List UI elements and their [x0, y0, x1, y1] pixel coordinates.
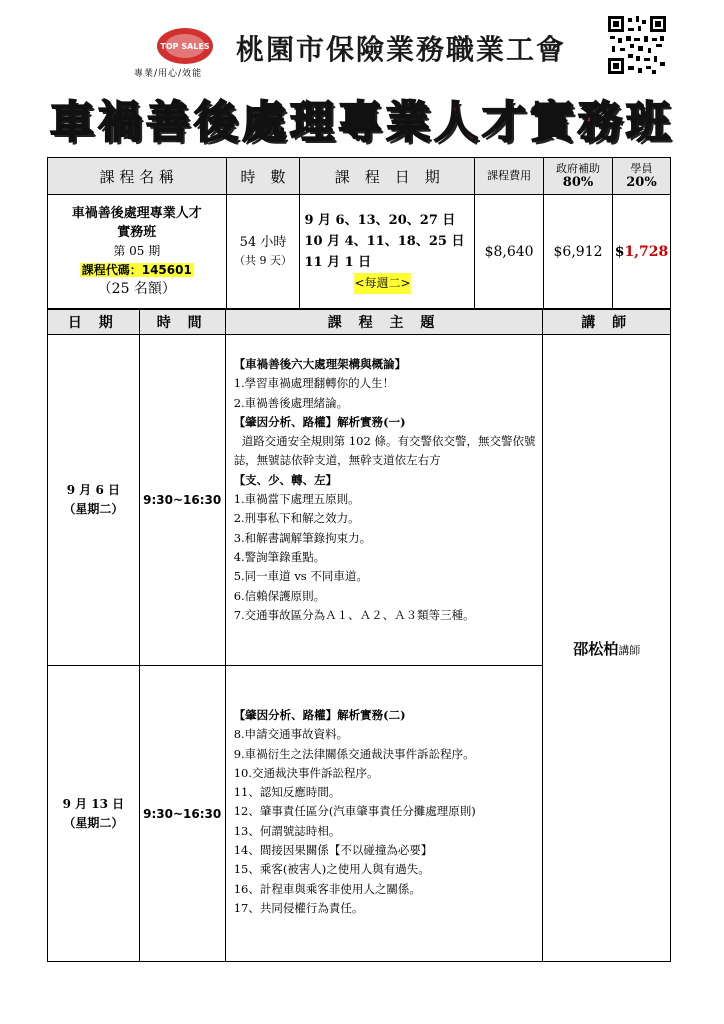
course-info-table [47, 157, 671, 309]
topic-line: 【支、少、轉、左】 [233, 472, 338, 487]
session-time: 9:30~16:30 [139, 666, 225, 962]
course-name-cell [48, 195, 227, 309]
date-line-1: 9 月 6、13、20、27 日 [304, 212, 456, 228]
session-date: 9 月 13 日 [62, 796, 125, 811]
gov-subsidy-label: 政府補助 [556, 162, 601, 175]
gov-subsidy-pct: 80% [562, 175, 594, 190]
header-fee [475, 158, 544, 195]
topic-line: 6.信賴保護原則。 [233, 588, 326, 603]
session-topics [225, 666, 543, 962]
hours-value: 54 小時 [239, 234, 287, 250]
course-name-line1: 車禍善後處理專業人才 [71, 206, 202, 221]
topic-line: 【車禍善後六大處理架構與概論】 [233, 357, 407, 371]
topic-line: 2.刑事私下和解之效力。 [233, 511, 360, 526]
gov-amount-cell: $6,912 [544, 195, 613, 309]
topic-line: 1.車禍當下處理五原則。 [233, 492, 360, 507]
topic-line: 12、肇事責任區分(汽車肇事責任分攤處理原則) [233, 804, 476, 819]
session-time: 9:30~16:30 [139, 335, 225, 666]
topic-line: 9.車禍衍生之法律關係交通裁決事件訴訟程序。 [233, 746, 475, 761]
course-header-row [48, 158, 671, 195]
header-topic: 課 程 主 題 [225, 310, 543, 335]
topic-line: 17、共同侵權行為責任。 [233, 900, 364, 915]
hours-cell [226, 195, 300, 309]
session-weekday: （星期二） [63, 502, 124, 516]
schedule-table [47, 309, 671, 962]
course-quota: （25 名額） [97, 281, 176, 297]
session-date: 9 月 6 日 [66, 483, 120, 497]
dates-cell [300, 195, 475, 309]
schedule-header-row [48, 310, 671, 335]
topic-line: 11、認知反應時間。 [233, 785, 341, 800]
header-fee-label: 課程費用 [487, 169, 532, 182]
session-date-cell [48, 335, 140, 666]
org-name: 桃園市保險業務職業工會 [236, 33, 567, 66]
topic-line: 13、何謂號誌時相。 [233, 823, 341, 838]
header-time: 時 間 [139, 310, 225, 335]
teacher-name: 邵松柏 [573, 639, 619, 658]
page-title: 車禍善後處理專業人才實務班 [50, 97, 674, 148]
header-teacher: 講 師 [543, 310, 671, 335]
topic-line: 2.車禍善後處理緒論。 [233, 395, 349, 410]
topic-line: 16、計程車與乘客非使用人之關係。 [233, 881, 421, 896]
topic-line: 【肇因分析、路權】解析實務(一) [233, 414, 406, 429]
topic-line: 【肇因分析、路權】解析實務(二) [233, 708, 406, 722]
student-amount-prefix: $ [614, 243, 625, 260]
hours-note: （共 9 天） [234, 253, 293, 267]
student-pct: 20% [626, 175, 657, 190]
student-amount-cell [612, 195, 670, 309]
student-label: 學員 [630, 162, 653, 175]
topic-line: 1.學習車禍處理翻轉你的人生！ [233, 376, 395, 391]
student-amount: 1,728 [624, 243, 669, 260]
header-student [612, 158, 670, 195]
course-name-line2: 實務班 [117, 225, 157, 240]
session-date-cell [48, 666, 140, 962]
course-session: 第 05 期 [113, 244, 161, 258]
header-date: 日 期 [48, 310, 140, 335]
teacher-cell [543, 335, 671, 962]
header-dates: 課 程 日 期 [300, 158, 475, 195]
header-gov-subsidy [544, 158, 613, 195]
date-line-2: 10 月 4、11、18、25 日 [304, 233, 465, 249]
topic-line: 8.申請交通事故資料。 [233, 727, 349, 742]
session-weekday: （星期二） [63, 815, 124, 830]
topic-line: 5.同一車道 vs 不同車道。 [233, 569, 368, 584]
topic-line: 14、間接因果關係【不以碰撞為必要】 [233, 843, 433, 858]
slogan: 專業/用心/效能 [134, 69, 203, 79]
course-detail-row [48, 195, 671, 309]
qr-code-icon [606, 14, 668, 76]
fee-cell: $8,640 [475, 195, 544, 309]
topic-line: 10.交通裁決事件訴訟程序。 [233, 765, 379, 780]
teacher-title: 講師 [618, 643, 641, 657]
topic-line: 3.和解書調解筆錄拘束力。 [233, 530, 372, 545]
topic-line: 4.警詢筆錄重點。 [233, 549, 326, 564]
date-line-3: 11 月 1 日 [304, 254, 372, 270]
header-course-name: 課 程 名 稱 [48, 158, 227, 195]
table-row [48, 335, 671, 666]
course-code: 課程代碼：145601 [81, 263, 192, 277]
header-hours: 時 數 [226, 158, 300, 195]
topic-line: 15、乘客(被害人)之使用人與有過失。 [233, 862, 430, 877]
session-topics [225, 335, 543, 666]
weekly-note: <每週二> [354, 273, 410, 294]
topic-line: 7.交通事故區分為Ａ１、Ａ２、Ａ３類等三種。 [233, 607, 475, 622]
topic-line: 道路交通安全規則第 102 條。有交警依交警，無交警依號誌，無號誌依幹支道，無幹支道依左右方 [233, 434, 536, 468]
logo-text: TOP SALES [160, 42, 210, 51]
